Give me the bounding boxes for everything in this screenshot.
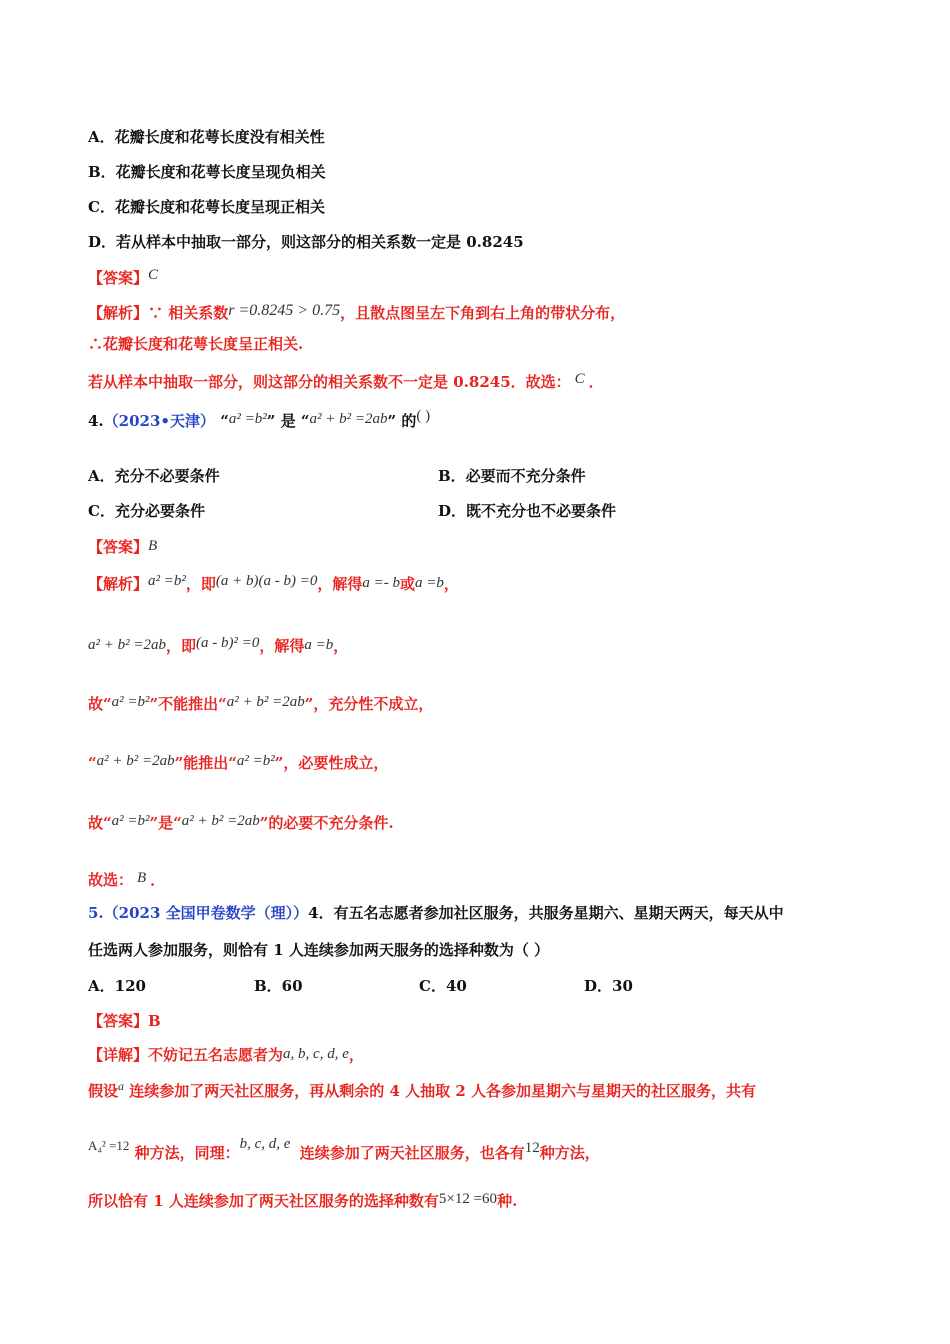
detail-line-1 <box>88 1044 364 1067</box>
question-number: 4. <box>88 412 104 430</box>
detail-text: 种方法，同理： <box>129 1144 240 1162</box>
solution-line-2: ∴花瓣长度和花萼长度呈正相关. <box>88 335 304 353</box>
solution-text: ”，必要性成立， <box>274 754 389 772</box>
solution-line-1 <box>88 573 459 596</box>
solution-text: ． <box>588 373 604 391</box>
solution-text: ，解得 <box>317 575 363 593</box>
math-expression: a =- b <box>362 575 401 591</box>
math-expression: a² =b² <box>111 694 150 710</box>
detail-line-2 <box>88 1080 756 1103</box>
math-expression: a² =b² <box>236 753 275 769</box>
math-expression: a² + b² =2ab <box>181 813 260 829</box>
question-number: 5. <box>88 904 104 922</box>
math-expression: (a + b)(a - b) =0 <box>215 573 318 589</box>
solution-line-3 <box>88 693 433 716</box>
option-a: A．120 <box>88 977 146 995</box>
option-d: D．30 <box>584 977 633 995</box>
detail-text: ， <box>348 1046 364 1064</box>
solution-text: ∵ 相关系数 <box>148 304 229 322</box>
quote: “ <box>300 412 310 430</box>
solution-text: ”的必要不充分条件. <box>259 814 394 832</box>
detail-text: 种. <box>497 1192 518 1210</box>
math-expression: a² =b² <box>228 411 267 427</box>
answer-line <box>88 1010 161 1032</box>
option-b: B．必要而不充分条件 <box>438 467 586 485</box>
answer-value: B <box>148 1012 161 1030</box>
question-5-stem-2: 任选两人参加服务，则恰有 1 人连续参加两天服务的选择种数为（ ） <box>88 941 550 959</box>
question-source: （2023 全国甲卷数学（理）） <box>103 904 309 922</box>
solution-line-6 <box>88 869 165 892</box>
question-text: 4．有五名志愿者参加社区服务，共服务星期六、星期天两天，每天从中 <box>308 904 784 922</box>
quote: “ <box>220 412 229 430</box>
solution-line-5 <box>88 812 394 835</box>
quote: ” <box>266 412 276 430</box>
answer-value: C <box>148 267 159 283</box>
solution-text: 或 <box>400 575 416 593</box>
question-5-stem-1 <box>88 902 784 924</box>
solution-text: ， <box>333 637 349 655</box>
math-expression: a² + b² =2ab <box>96 753 175 769</box>
detail-text: 种方法， <box>539 1144 600 1162</box>
answer-blank: ( ) <box>416 408 431 424</box>
answer-label: 【答案】 <box>88 538 149 556</box>
detail-text: 不妨记五名志愿者为 <box>148 1046 284 1064</box>
answer-line <box>88 536 157 559</box>
solution-label: 【解析】 <box>88 575 149 593</box>
math-expression: b, c, d, e <box>239 1136 291 1152</box>
math-expression: a =b <box>304 637 334 653</box>
answer-value: B <box>148 538 158 554</box>
solution-text: ， <box>443 575 459 593</box>
solution-text: ，即 <box>185 575 216 593</box>
solution-text: ，且散点图呈左下角到右上角的带状分布， <box>340 304 626 322</box>
math-expression: a² + b² =2ab <box>226 694 305 710</box>
math-expression: C <box>574 371 585 387</box>
solution-text: ，即 <box>166 637 197 655</box>
solution-text: 故选： <box>88 871 134 889</box>
solution-text: ”是“ <box>149 814 182 832</box>
option-a: A．充分不必要条件 <box>88 467 220 485</box>
math-expression: a² =b² <box>148 573 186 589</box>
math-expression: a, b, c, d, e <box>283 1046 349 1062</box>
option-d: D．若从样本中抽取一部分，则这部分的相关系数一定是 0.8245 <box>88 233 524 251</box>
solution-text: ”不能推出“ <box>149 695 227 713</box>
solution-text: 故“ <box>88 814 112 832</box>
option-c: C．40 <box>419 977 467 995</box>
solution-text: ． <box>150 871 166 889</box>
math-expression: a² + b² =2ab <box>309 411 388 427</box>
question-source: （2023•天津） <box>103 412 216 430</box>
option-b: B．60 <box>254 977 303 995</box>
solution-text: ”，充分性不成立， <box>304 695 434 713</box>
detail-text: 假设 <box>88 1082 119 1100</box>
answer-label: 【答案】 <box>88 269 149 287</box>
answer-label: 【答案】 <box>88 1012 149 1030</box>
math-expression: B <box>137 870 147 886</box>
math-expression: 5×12 =60 <box>438 1191 498 1207</box>
math-expression: A₄² =12 <box>88 1138 130 1153</box>
option-d: D．既不充分也不必要条件 <box>438 502 617 520</box>
math-expression: a <box>118 1079 125 1093</box>
solution-text: “ <box>88 754 97 772</box>
solution-line-3 <box>88 371 604 394</box>
detail-text: 连续参加了两天社区服务，也各有 <box>294 1144 525 1162</box>
detail-label: 【详解】 <box>88 1046 149 1064</box>
solution-text: 故“ <box>88 695 112 713</box>
quote: ” <box>387 412 397 430</box>
solution-line-4 <box>88 752 388 775</box>
detail-line-4 <box>88 1190 517 1213</box>
option-a: A．花瓣长度和花萼长度没有相关性 <box>88 128 325 146</box>
option-c: C．花瓣长度和花萼长度呈现正相关 <box>88 198 325 216</box>
solution-text: ，解得 <box>259 637 305 655</box>
solution-label: 【解析】 <box>88 304 149 322</box>
solution-line-1 <box>88 302 625 325</box>
option-b: B．花瓣长度和花萼长度呈现负相关 <box>88 163 326 181</box>
detail-text: 连续参加了两天社区服务，再从剩余的 4 人抽取 2 人各参加星期六与星期天的社区服务，共有 <box>124 1082 757 1100</box>
question-text: 的 <box>396 412 417 430</box>
option-c: C．充分必要条件 <box>88 502 205 520</box>
solution-text: ”能推出“ <box>174 754 237 772</box>
math-expression: a² =b² <box>111 813 150 829</box>
math-expression: 12 <box>524 1140 540 1156</box>
math-expression: r =0.8245 > 0.75 <box>228 302 341 319</box>
answer-line <box>88 267 158 290</box>
solution-text: 若从样本中抽取一部分，则这部分的相关系数不一定是 0.8245．故选： <box>88 373 571 391</box>
math-expression: (a - b)² =0 <box>196 635 260 651</box>
solution-line-2 <box>88 635 348 658</box>
question-text: 是 <box>275 412 301 430</box>
question-4-stem <box>88 410 430 433</box>
detail-line-3 <box>88 1136 600 1165</box>
detail-text: 所以恰有 1 人连续参加了两天社区服务的选择种数有 <box>88 1192 439 1210</box>
math-expression: a² + b² =2ab <box>88 637 166 653</box>
math-expression: a =b <box>415 575 444 591</box>
